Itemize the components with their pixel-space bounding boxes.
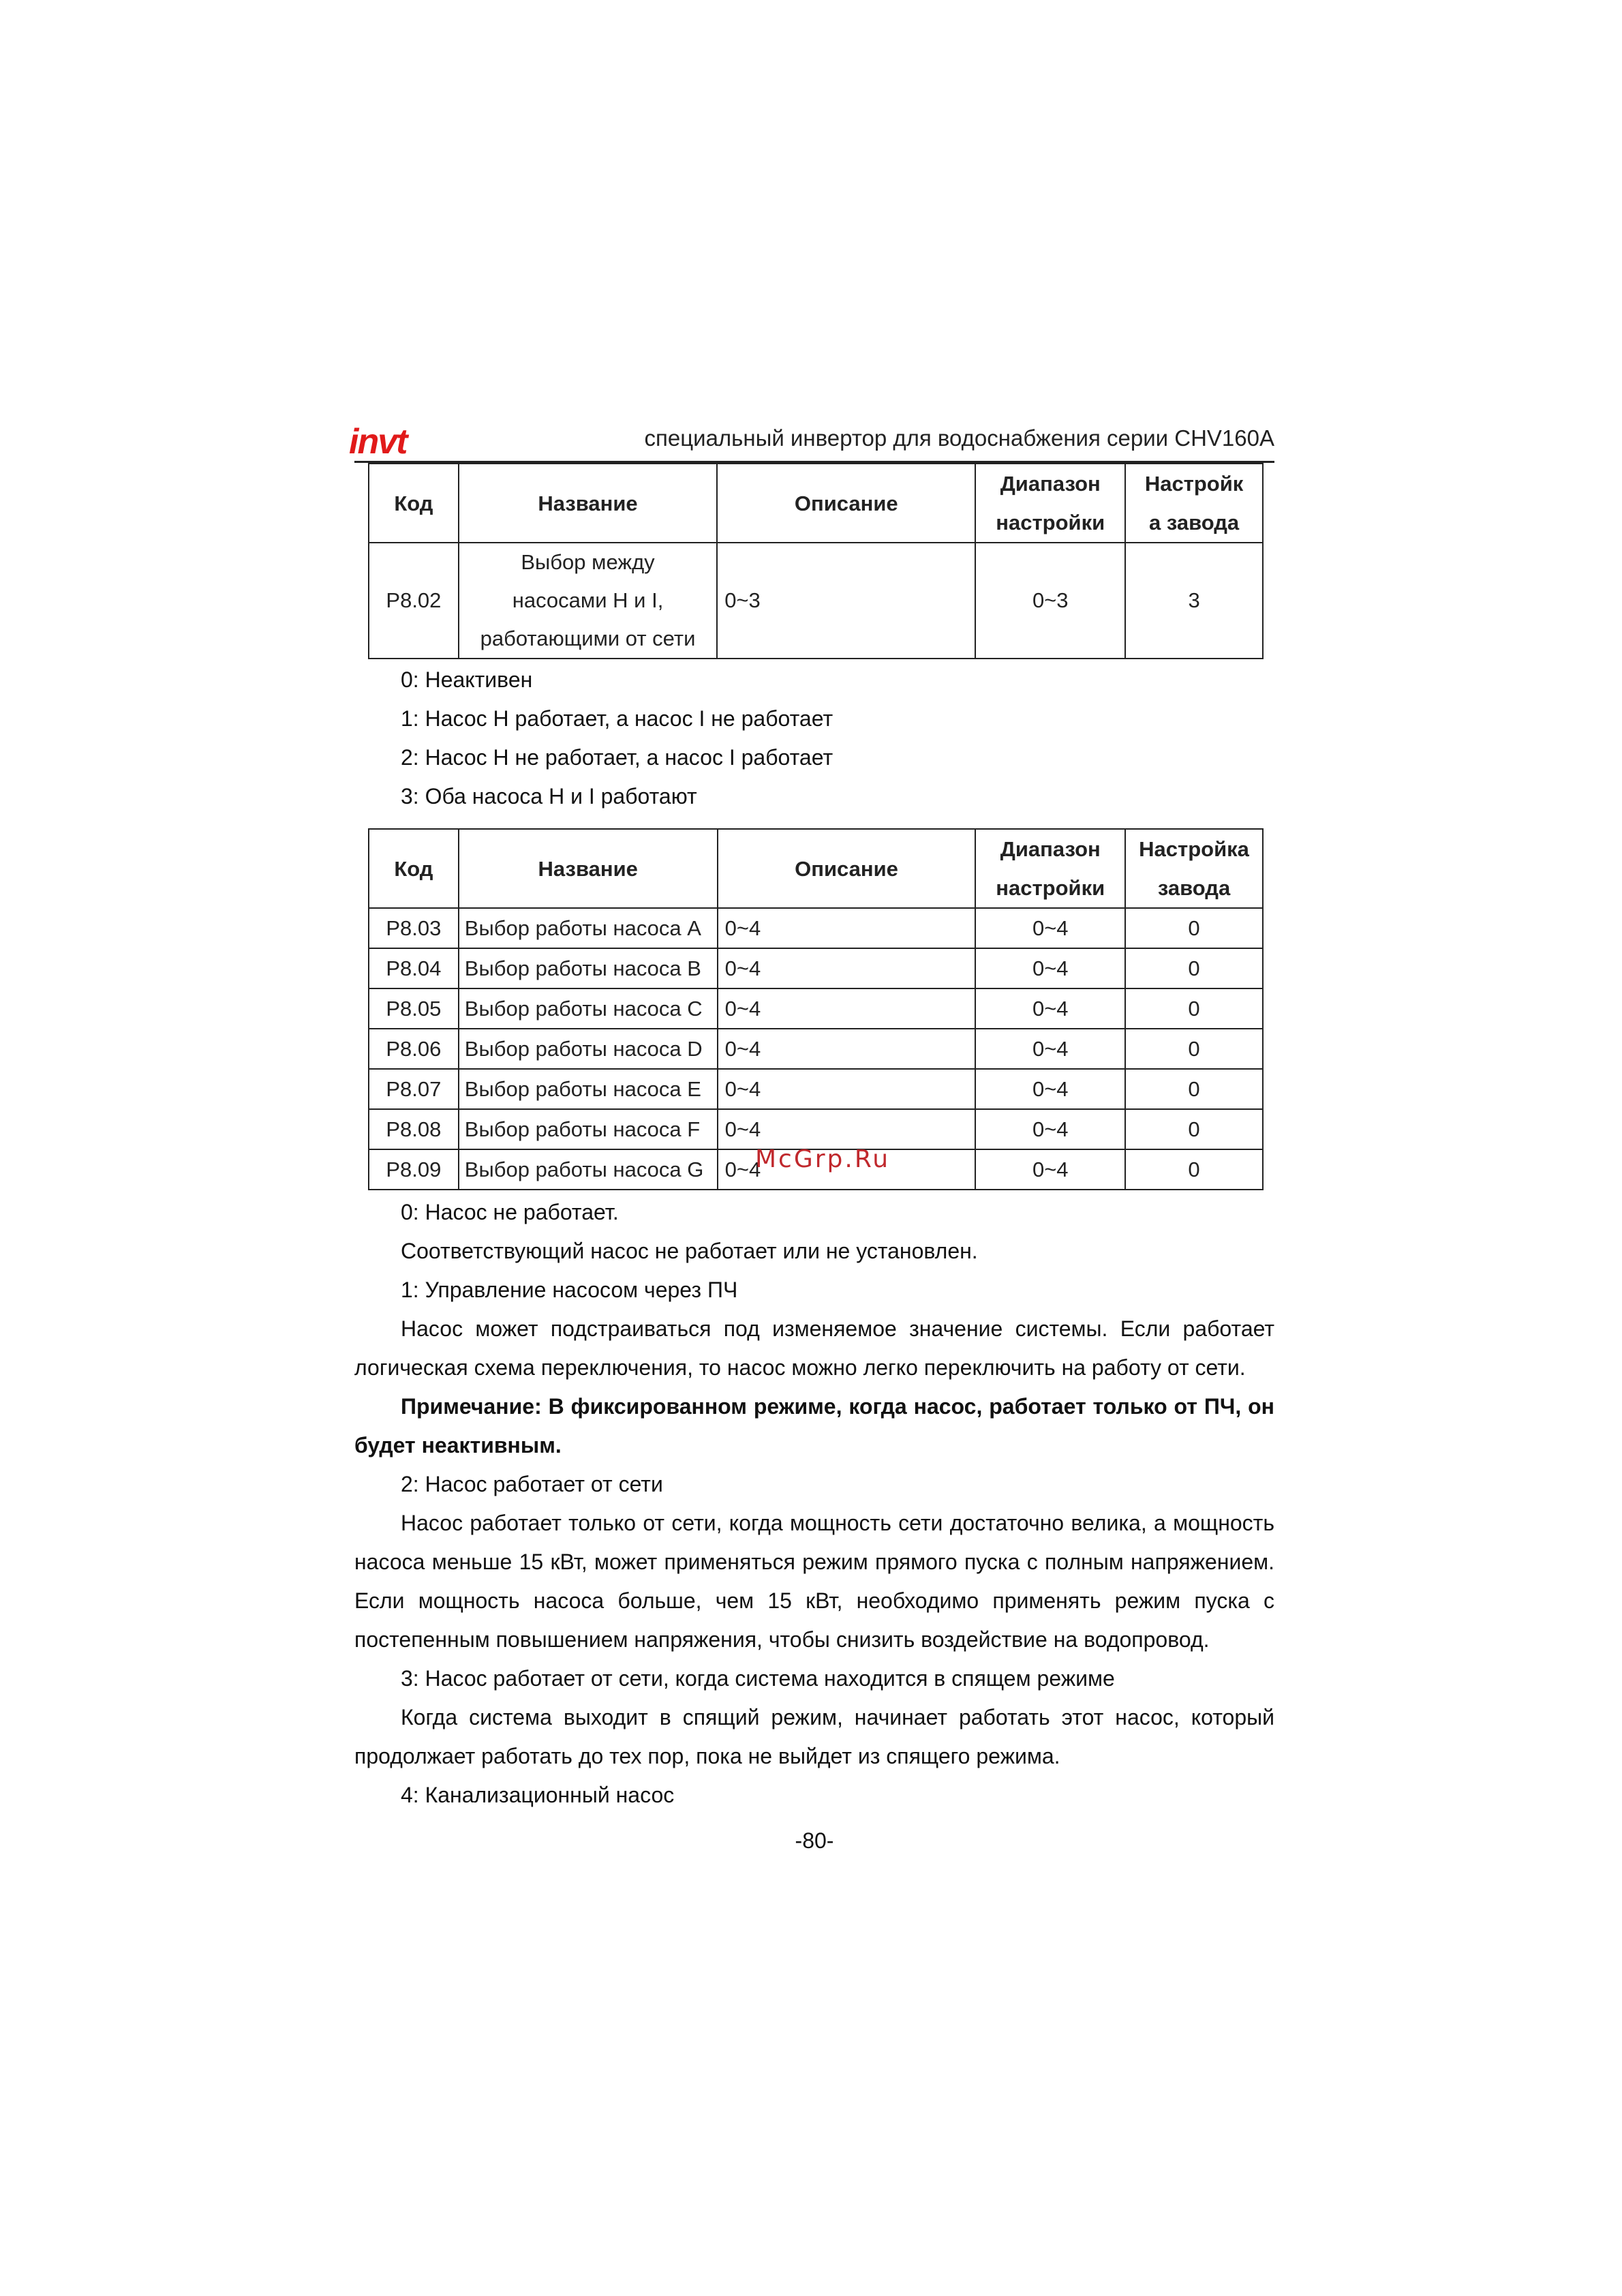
cell-description: 0~4 (718, 908, 976, 948)
list-item: 1: Насос H работает, а насос I не работает (401, 706, 833, 731)
cell-name: Выбор работы насоса G (459, 1149, 718, 1190)
cell-name: Выбор работы насоса D (459, 1029, 718, 1069)
table-row (369, 543, 1263, 659)
cell-code: P8.03 (369, 908, 459, 948)
list-item: 2: Насос H не работает, а насос I работает (401, 745, 833, 770)
table-row (369, 1109, 1263, 1149)
cell-code: P8.09 (369, 1149, 459, 1190)
cell-factory: 0 (1125, 948, 1263, 988)
cell-range: 0~4 (975, 948, 1125, 988)
cell-name: Выбор работы насоса E (459, 1069, 718, 1109)
note-text: Примечание: В фиксированном режиме, когда насос, работает только от ПЧ, он будет неактивным. (354, 1394, 1274, 1457)
col-factory: Настройк а завода (1125, 464, 1263, 543)
cell-name: Выбор работы насоса F (459, 1109, 718, 1149)
option-0-title: 0: Насос не работает. (401, 1200, 619, 1224)
table-row (369, 988, 1263, 1029)
parameter-table-pump-selection (368, 828, 1264, 1190)
document-page (349, 409, 1274, 1854)
page-header (349, 409, 1274, 463)
table-row (369, 1029, 1263, 1069)
table-row (369, 948, 1263, 988)
col-name: Название (459, 829, 718, 908)
option-list-p8-02 (401, 661, 1274, 816)
cell-range: 0~4 (975, 988, 1125, 1029)
cell-range: 0~4 (975, 1109, 1125, 1149)
cell-factory: 0 (1125, 988, 1263, 1029)
cell-description: 0~3 (717, 543, 975, 659)
cell-description: 0~4 (718, 988, 976, 1029)
option-2-text: Насос работает только от сети, когда мощность сети достаточно велика, а мощность насоса меньше 15 кВт, может применяться режим прямого пуска с полным напряжением. Если мощность насоса больше, чем 15 кВт, необходимо применять режим пуска с постепенным повышением напряжения, чтобы снизить воздействие на водопровод. (354, 1511, 1274, 1652)
col-name: Название (459, 464, 717, 543)
cell-description: 0~4 (718, 1069, 976, 1109)
cell-code: P8.04 (369, 948, 459, 988)
list-item: 3: Оба насоса H и I работают (401, 784, 697, 809)
cell-factory: 0 (1125, 1149, 1263, 1190)
col-description: Описание (717, 464, 975, 543)
cell-factory: 0 (1125, 1069, 1263, 1109)
cell-name: Выбор работы насоса A (459, 908, 718, 948)
cell-range: 0~4 (975, 1029, 1125, 1069)
col-code: Код (369, 464, 459, 543)
option-4-title: 4: Канализационный насос (401, 1783, 675, 1807)
cell-name: Выбор работы насоса C (459, 988, 718, 1029)
watermark: McGrp.Ru (755, 1145, 891, 1173)
list-item: 0: Неактивен (401, 667, 533, 692)
cell-range: 0~4 (975, 1149, 1125, 1190)
col-range: Диапазон настройки (975, 829, 1125, 908)
option-1-text: Насос может подстраиваться под изменяемое значение системы. Если работает логическая схема переключения, то насос можно легко переключить на работу от сети. (354, 1316, 1274, 1380)
cell-range: 0~4 (975, 1069, 1125, 1109)
parameter-table-p8-02 (368, 463, 1264, 659)
option-3-text: Когда система выходит в спящий режим, начинает работать этот насос, который продолжает работать до тех пор, пока не выйдет из спящего режима. (354, 1705, 1274, 1768)
col-description: Описание (718, 829, 976, 908)
body-text (354, 1193, 1274, 1815)
option-0-text: Соответствующий насос не работает или не установлен. (401, 1239, 978, 1263)
invt-logo: invt (349, 422, 407, 462)
cell-code: P8.05 (369, 988, 459, 1029)
table-row (369, 1069, 1263, 1109)
cell-factory: 0 (1125, 908, 1263, 948)
table-header-row (369, 829, 1263, 908)
cell-code: P8.06 (369, 1029, 459, 1069)
option-2-title: 2: Насос работает от сети (401, 1472, 663, 1496)
cell-description: 0~4 (718, 1149, 976, 1190)
cell-name: Выбор работы насоса B (459, 948, 718, 988)
col-factory: Настройка завода (1125, 829, 1263, 908)
col-code: Код (369, 829, 459, 908)
table-header-row (369, 464, 1263, 543)
col-range: Диапазон настройки (975, 464, 1125, 543)
cell-description: 0~4 (718, 1029, 976, 1069)
cell-factory: 0 (1125, 1109, 1263, 1149)
page-number: -80- (795, 1828, 834, 1853)
cell-range: 0~4 (975, 908, 1125, 948)
option-3-title: 3: Насос работает от сети, когда система находится в спящем режиме (401, 1666, 1115, 1691)
option-1-title: 1: Управление насосом через ПЧ (401, 1278, 738, 1302)
cell-description: 0~4 (718, 1109, 976, 1149)
cell-description: 0~4 (718, 948, 976, 988)
header-title: специальный инвертор для водоснабжения серии CHV160A (644, 425, 1274, 451)
table-row (369, 908, 1263, 948)
cell-factory: 3 (1125, 543, 1263, 659)
cell-range: 0~3 (975, 543, 1125, 659)
cell-code: P8.08 (369, 1109, 459, 1149)
cell-factory: 0 (1125, 1029, 1263, 1069)
cell-name: Выбор между насосами H и I, работающими от сети (459, 543, 717, 659)
cell-code: P8.02 (369, 543, 459, 659)
cell-code: P8.07 (369, 1069, 459, 1109)
